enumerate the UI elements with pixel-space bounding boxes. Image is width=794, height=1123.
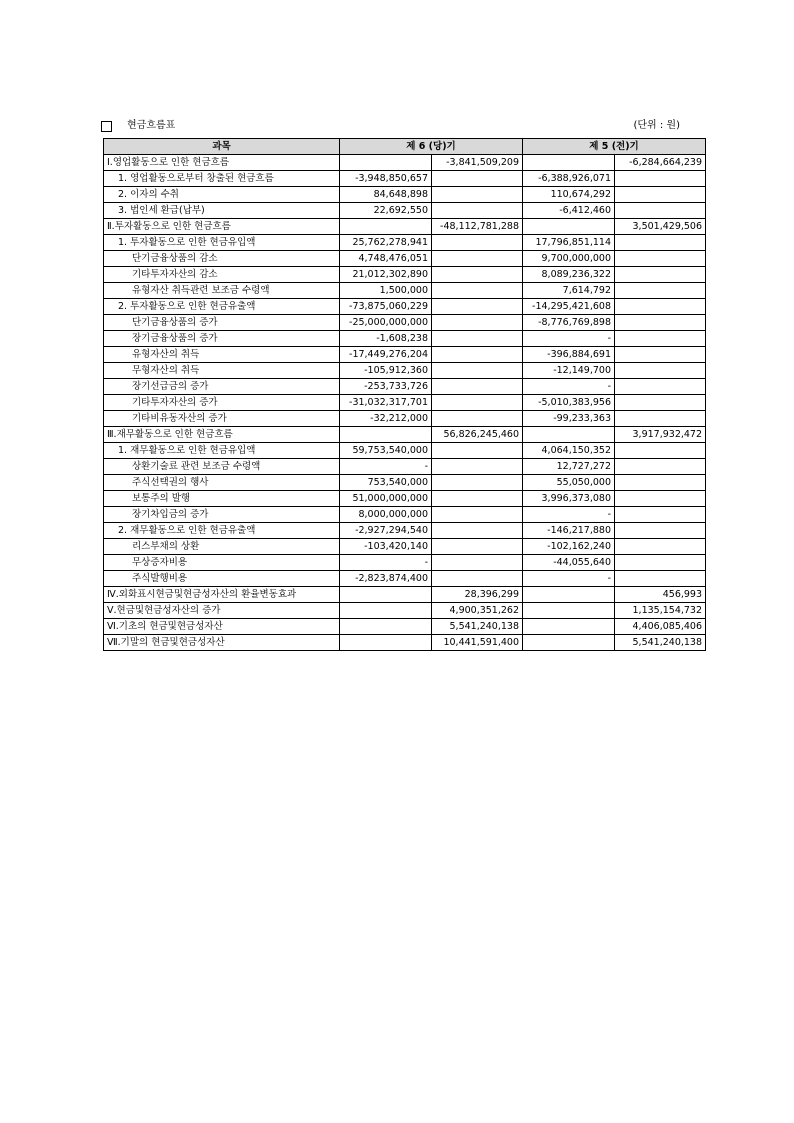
row-label: 무형자산의 취득 xyxy=(104,363,340,379)
table-row xyxy=(104,507,706,523)
row-label: 리스부채의 상환 xyxy=(104,539,340,555)
current-total-value xyxy=(432,411,523,427)
current-detail-value: 4,748,476,051 xyxy=(340,251,432,267)
current-detail-value: -17,449,276,204 xyxy=(340,347,432,363)
row-label: 장기금융상품의 증가 xyxy=(104,331,340,347)
current-total-value xyxy=(432,283,523,299)
table-row xyxy=(104,187,706,203)
previous-total-value xyxy=(615,555,706,571)
table-row xyxy=(104,347,706,363)
current-detail-value: -25,000,000,000 xyxy=(340,315,432,331)
column-header-previous-period: 제 5 (전)기 xyxy=(523,139,706,155)
previous-total-value xyxy=(615,379,706,395)
row-label: 주식발행비용 xyxy=(104,571,340,587)
current-detail-value: 1,500,000 xyxy=(340,283,432,299)
current-total-value xyxy=(432,555,523,571)
current-detail-value xyxy=(340,155,432,171)
current-total-value xyxy=(432,347,523,363)
column-header-current-period: 제 6 (당)기 xyxy=(340,139,523,155)
previous-total-value: 3,917,932,472 xyxy=(615,427,706,443)
previous-detail-value xyxy=(523,427,615,443)
table-row xyxy=(104,267,706,283)
table-row xyxy=(104,219,706,235)
previous-detail-value xyxy=(523,155,615,171)
table-row xyxy=(104,363,706,379)
current-total-value xyxy=(432,203,523,219)
current-total-value xyxy=(432,571,523,587)
row-label: 3. 법인세 환급(납부) xyxy=(104,203,340,219)
table-row xyxy=(104,235,706,251)
current-detail-value: - xyxy=(340,459,432,475)
row-label: Ⅰ.영업활동으로 인한 현금흐름 xyxy=(104,155,340,171)
previous-detail-value: -6,412,460 xyxy=(523,203,615,219)
previous-total-value: 1,135,154,732 xyxy=(615,603,706,619)
current-total-value: 5,541,240,138 xyxy=(432,619,523,635)
row-label: 2. 투자활동으로 인한 현금유출액 xyxy=(104,299,340,315)
previous-detail-value: - xyxy=(523,571,615,587)
current-total-value xyxy=(432,171,523,187)
previous-total-value: 4,406,085,406 xyxy=(615,619,706,635)
previous-detail-value xyxy=(523,219,615,235)
current-detail-value: -3,948,850,657 xyxy=(340,171,432,187)
current-detail-value: -103,420,140 xyxy=(340,539,432,555)
table-header-row xyxy=(104,139,706,155)
previous-detail-value: 3,996,373,080 xyxy=(523,491,615,507)
current-total-value: 28,396,299 xyxy=(432,587,523,603)
current-total-value: 4,900,351,262 xyxy=(432,603,523,619)
table-row xyxy=(104,171,706,187)
previous-detail-value: -44,055,640 xyxy=(523,555,615,571)
current-total-value: -3,841,509,209 xyxy=(432,155,523,171)
previous-detail-value: - xyxy=(523,507,615,523)
previous-detail-value: -396,884,691 xyxy=(523,347,615,363)
row-label: 유형자산 취득관련 보조금 수령액 xyxy=(104,283,340,299)
previous-total-value xyxy=(615,299,706,315)
previous-total-value xyxy=(615,507,706,523)
current-total-value xyxy=(432,459,523,475)
previous-detail-value: -12,149,700 xyxy=(523,363,615,379)
table-row xyxy=(104,331,706,347)
previous-detail-value: -5,010,383,956 xyxy=(523,395,615,411)
table-row xyxy=(104,475,706,491)
previous-detail-value: 7,614,792 xyxy=(523,283,615,299)
table-row xyxy=(104,379,706,395)
current-detail-value xyxy=(340,587,432,603)
previous-detail-value: 4,064,150,352 xyxy=(523,443,615,459)
previous-detail-value: 9,700,000,000 xyxy=(523,251,615,267)
row-label: 기타투자자산의 감소 xyxy=(104,267,340,283)
current-total-value xyxy=(432,539,523,555)
current-total-value xyxy=(432,299,523,315)
row-label: 장기차입금의 증가 xyxy=(104,507,340,523)
previous-total-value xyxy=(615,187,706,203)
row-label: 기타비유동자산의 증가 xyxy=(104,411,340,427)
current-detail-value: 21,012,302,890 xyxy=(340,267,432,283)
table-row xyxy=(104,299,706,315)
current-total-value xyxy=(432,523,523,539)
row-label: 상환기술료 관련 보조금 수령액 xyxy=(104,459,340,475)
current-detail-value xyxy=(340,603,432,619)
row-label: 1. 투자활동으로 인한 현금유입액 xyxy=(104,235,340,251)
current-detail-value xyxy=(340,427,432,443)
current-detail-value: 753,540,000 xyxy=(340,475,432,491)
table-row xyxy=(104,251,706,267)
previous-detail-value: -146,217,880 xyxy=(523,523,615,539)
table-row xyxy=(104,571,706,587)
cash-flow-table xyxy=(103,138,706,651)
previous-total-value xyxy=(615,203,706,219)
current-total-value xyxy=(432,251,523,267)
previous-detail-value xyxy=(523,587,615,603)
previous-total-value xyxy=(615,459,706,475)
table-row xyxy=(104,283,706,299)
previous-total-value xyxy=(615,443,706,459)
previous-total-value xyxy=(615,315,706,331)
current-total-value xyxy=(432,187,523,203)
row-label: 보통주의 발행 xyxy=(104,491,340,507)
table-row xyxy=(104,443,706,459)
row-label: 단기금융상품의 증가 xyxy=(104,315,340,331)
table-row xyxy=(104,635,706,651)
previous-total-value xyxy=(615,539,706,555)
row-label: Ⅱ.투자활동으로 인한 현금흐름 xyxy=(104,219,340,235)
row-label: 단기금융상품의 감소 xyxy=(104,251,340,267)
previous-total-value xyxy=(615,395,706,411)
current-total-value xyxy=(432,363,523,379)
row-label: 2. 이자의 수취 xyxy=(104,187,340,203)
current-total-value: 10,441,591,400 xyxy=(432,635,523,651)
previous-total-value xyxy=(615,331,706,347)
previous-detail-value: 8,089,236,322 xyxy=(523,267,615,283)
row-label: 무상증자비용 xyxy=(104,555,340,571)
current-detail-value: -105,912,360 xyxy=(340,363,432,379)
current-detail-value: 84,648,898 xyxy=(340,187,432,203)
previous-total-value xyxy=(615,363,706,379)
previous-total-value: 3,501,429,506 xyxy=(615,219,706,235)
table-row xyxy=(104,539,706,555)
table-row xyxy=(104,603,706,619)
current-total-value xyxy=(432,491,523,507)
previous-detail-value: -14,295,421,608 xyxy=(523,299,615,315)
current-detail-value: -1,608,238 xyxy=(340,331,432,347)
row-label: Ⅶ.기말의 현금및현금성자산 xyxy=(104,635,340,651)
previous-detail-value: 17,796,851,114 xyxy=(523,235,615,251)
table-row xyxy=(104,619,706,635)
previous-total-value xyxy=(615,571,706,587)
current-total-value xyxy=(432,395,523,411)
previous-total-value xyxy=(615,171,706,187)
current-detail-value: -253,733,726 xyxy=(340,379,432,395)
current-total-value xyxy=(432,235,523,251)
unit-label: (단위 : 원) xyxy=(633,120,680,131)
table-row xyxy=(104,459,706,475)
current-detail-value: -2,823,874,400 xyxy=(340,571,432,587)
previous-detail-value xyxy=(523,603,615,619)
current-total-value: -48,112,781,288 xyxy=(432,219,523,235)
table-row xyxy=(104,203,706,219)
statement-header xyxy=(101,118,680,134)
previous-total-value xyxy=(615,475,706,491)
previous-detail-value: 12,727,272 xyxy=(523,459,615,475)
table-row xyxy=(104,427,706,443)
table-row xyxy=(104,555,706,571)
previous-detail-value: -8,776,769,898 xyxy=(523,315,615,331)
row-label: Ⅴ.현금및현금성자산의 증가 xyxy=(104,603,340,619)
previous-total-value xyxy=(615,411,706,427)
previous-detail-value: - xyxy=(523,331,615,347)
current-detail-value: 8,000,000,000 xyxy=(340,507,432,523)
table-row xyxy=(104,315,706,331)
current-detail-value: - xyxy=(340,555,432,571)
previous-detail-value: 55,050,000 xyxy=(523,475,615,491)
row-label: 1. 재무활동으로 인한 현금유입액 xyxy=(104,443,340,459)
current-detail-value: -31,032,317,701 xyxy=(340,395,432,411)
previous-total-value xyxy=(615,283,706,299)
row-label: 기타투자자산의 증가 xyxy=(104,395,340,411)
table-row xyxy=(104,411,706,427)
row-label: 장기선급금의 증가 xyxy=(104,379,340,395)
current-detail-value: -73,875,060,229 xyxy=(340,299,432,315)
previous-detail-value: 110,674,292 xyxy=(523,187,615,203)
previous-total-value xyxy=(615,523,706,539)
current-total-value xyxy=(432,267,523,283)
row-label: Ⅳ.외화표시현금및현금성자산의 환율변동효과 xyxy=(104,587,340,603)
current-detail-value xyxy=(340,635,432,651)
previous-total-value xyxy=(615,347,706,363)
table-row xyxy=(104,587,706,603)
table-row xyxy=(104,523,706,539)
checkbox-icon[interactable] xyxy=(101,121,112,132)
previous-total-value: -6,284,664,239 xyxy=(615,155,706,171)
row-label: Ⅲ.재무활동으로 인한 현금흐름 xyxy=(104,427,340,443)
current-detail-value: -32,212,000 xyxy=(340,411,432,427)
previous-total-value xyxy=(615,235,706,251)
row-label: Ⅵ.기초의 현금및현금성자산 xyxy=(104,619,340,635)
table-row xyxy=(104,491,706,507)
previous-total-value xyxy=(615,267,706,283)
current-detail-value xyxy=(340,619,432,635)
current-total-value: 56,826,245,460 xyxy=(432,427,523,443)
current-total-value xyxy=(432,379,523,395)
current-total-value xyxy=(432,507,523,523)
previous-detail-value xyxy=(523,635,615,651)
current-total-value xyxy=(432,475,523,491)
statement-title: 현금흐름표 xyxy=(127,120,176,131)
current-detail-value: 22,692,550 xyxy=(340,203,432,219)
row-label: 주식선택권의 행사 xyxy=(104,475,340,491)
row-label: 1. 영업활동으로부터 창출된 현금흐름 xyxy=(104,171,340,187)
current-detail-value: -2,927,294,540 xyxy=(340,523,432,539)
current-total-value xyxy=(432,331,523,347)
previous-total-value xyxy=(615,251,706,267)
previous-total-value: 5,541,240,138 xyxy=(615,635,706,651)
column-header-account: 과목 xyxy=(104,139,340,155)
previous-detail-value xyxy=(523,619,615,635)
previous-detail-value: -99,233,363 xyxy=(523,411,615,427)
previous-total-value xyxy=(615,491,706,507)
previous-detail-value: -6,388,926,071 xyxy=(523,171,615,187)
current-detail-value xyxy=(340,219,432,235)
current-detail-value: 51,000,000,000 xyxy=(340,491,432,507)
row-label: 2. 재무활동으로 인한 현금유출액 xyxy=(104,523,340,539)
current-total-value xyxy=(432,443,523,459)
current-detail-value: 59,753,540,000 xyxy=(340,443,432,459)
previous-detail-value: - xyxy=(523,379,615,395)
current-detail-value: 25,762,278,941 xyxy=(340,235,432,251)
current-total-value xyxy=(432,315,523,331)
table-body xyxy=(104,155,706,651)
previous-total-value: 456,993 xyxy=(615,587,706,603)
row-label: 유형자산의 취득 xyxy=(104,347,340,363)
table-row xyxy=(104,395,706,411)
previous-detail-value: -102,162,240 xyxy=(523,539,615,555)
table-row xyxy=(104,155,706,171)
